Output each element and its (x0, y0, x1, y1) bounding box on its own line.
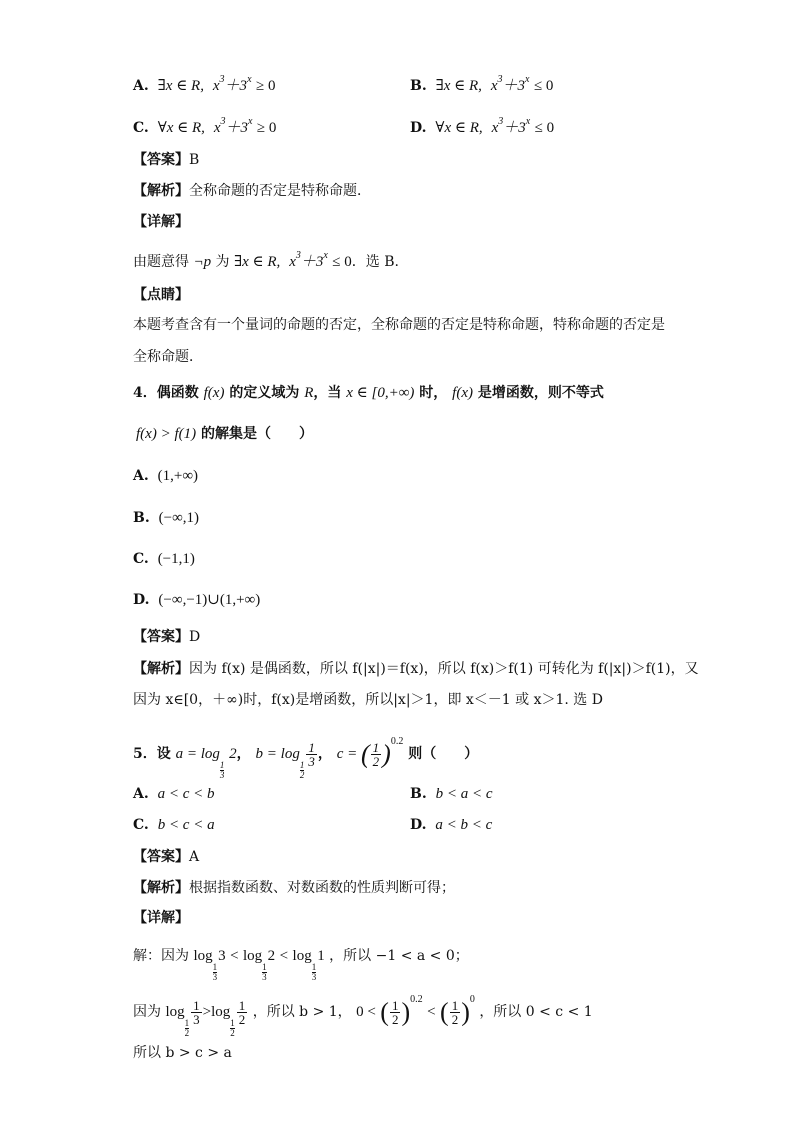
q5-d1-pre: 解：因为 (133, 948, 189, 964)
q5-option-b (410, 784, 493, 804)
q3-detail-expr: ∃x ∈ R, (233, 254, 281, 270)
q4-analysis-line1 (133, 659, 699, 679)
q5-d1-lt1: < (230, 948, 239, 964)
q3-option-d-quantifier: ∀x ∈ R, (435, 120, 483, 136)
q3-comment-line1: 本题考查含有一个量词的命题的否定，全称命题的否定是特称命题，特称命题的否定是 (133, 317, 665, 333)
q3-comment-line2: 全称命题． (133, 349, 203, 365)
q3-answer-value: B (189, 152, 200, 168)
q5-d2-lt: < (427, 1004, 436, 1020)
q5-d2-pre: 因为 (133, 1004, 161, 1020)
q5-d2-pow2: ( $\frac{1}{2}$ )$^0$ (440, 994, 475, 1028)
q5-d2-log1-arg (191, 999, 202, 1026)
q3-option-a-rel: ≥ 0 (255, 78, 276, 94)
q5-stem-pre: 5．设 (133, 746, 171, 762)
q3-detail-tag: 【详解】 (133, 214, 189, 230)
q3-analysis (133, 181, 371, 201)
q5-d2-log1-base-den: 2 (184, 1028, 190, 1038)
q5-c-exp: 0.2 (390, 736, 404, 747)
q5-option-b-value: b < a < c (435, 786, 493, 802)
q4-answer-value: D (189, 629, 201, 645)
q5-d2-log2-arg (237, 999, 248, 1026)
q4-analysis-tag: 【解析】 (133, 661, 189, 677)
q3-answer (133, 150, 199, 170)
q4-stem-2b: 的解集是（ ） (200, 426, 313, 442)
q5-c-def: c = ( $\frac{1}{2}$ )$^{0.2}$ (336, 736, 404, 770)
q5-d2-zero: 0 < (356, 1004, 376, 1020)
q5-analysis (133, 878, 455, 898)
q4-fx: f(x) (203, 385, 225, 401)
q4-option-d (133, 590, 260, 610)
q5-d2-pow1: ( $\frac{1}{2}$ )$^{0.2}$ (380, 994, 423, 1028)
q5-d1-log3 (292, 948, 325, 982)
q5-c-den: 2 (372, 754, 380, 770)
q3-detail (133, 248, 399, 272)
q5-d2-pow2-num: 1 (451, 998, 459, 1014)
q5-d2-log1-base-num: 1 (184, 1018, 190, 1028)
q3-option-b-rel: ≤ 0 (533, 78, 554, 94)
q3-option-c-quantifier: ∀x ∈ R, (157, 120, 205, 136)
q3-option-c-label: C. (133, 120, 149, 136)
q5-d2-log1-word: log (165, 1004, 185, 1020)
q5-d1-log2-word: log (243, 948, 263, 964)
q4-option-d-value: (−∞,−1)∪(1,+∞) (158, 592, 261, 608)
q5-b-arg (306, 741, 317, 768)
q3-option-d-rel: ≤ 0 (534, 120, 555, 136)
q5-option-d-value: a < b < c (435, 817, 493, 833)
q5-a-base-den: 3 (219, 770, 225, 780)
q5-d2-pow2-frac (450, 999, 461, 1026)
q3-option-d-expr: $x^3+3^x$ (491, 116, 531, 136)
q3-option-b-label: B. (410, 78, 427, 94)
q5-detail-line3: 所以 b > c > a (133, 1045, 232, 1061)
q4-stem-1d: 时， (419, 385, 448, 401)
q5-d1-log2 (243, 948, 276, 982)
q4-option-c (133, 549, 195, 569)
q5-b-arg-num: 1 (308, 740, 315, 756)
q3-option-c (133, 114, 276, 138)
q5-b-base-num: 1 (299, 760, 305, 770)
q5-d1-log3-base-num: 1 (311, 962, 317, 972)
q5-detail-line1 (133, 940, 469, 982)
q5-d1-log1-word: log (193, 948, 213, 964)
q5-b-eq: b = log (255, 746, 300, 762)
q4-inequality: f(x) > f(1) (136, 426, 197, 442)
q5-a-eq: a = log (175, 746, 220, 762)
q3-detail-post: ．选 B. (351, 254, 399, 270)
q3-analysis-text: 全称命题的否定是特称命题． (189, 183, 371, 199)
q5-d2-log2-base-den: 2 (230, 1028, 235, 1038)
q5-d2-pow2-den: 2 (451, 1012, 459, 1028)
q5-d2-log1-base (185, 1019, 190, 1038)
q5-d1-log2-base-den: 3 (262, 972, 267, 982)
q5-d1-log1-base-num: 1 (212, 962, 218, 972)
q5-d2-post: ，所以 0 < c < 1 (479, 1004, 593, 1020)
q5-d2-log1-arg-num: 1 (193, 998, 200, 1014)
q5-d2-pow1-den: 2 (391, 1012, 399, 1028)
q4-analysis-line2: 因为 x∈[0，＋∞)时，f(x)是增函数，所以|x|＞1，即 x＜－1 或 x＞1. 选 D (133, 692, 603, 708)
q5-d2-log2-arg-num: 1 (238, 998, 246, 1014)
q5-a-base-num: 1 (219, 760, 225, 770)
q5-d1-log2-arg: 2 (267, 948, 276, 964)
q3-option-a (133, 72, 275, 96)
q4-option-b-value: (−∞,1) (158, 510, 200, 526)
q3-option-c-expr: $x^3+3^x$ (213, 116, 253, 136)
q3-option-d (410, 114, 554, 138)
q4-stem-line1 (133, 383, 604, 403)
q4-option-b (133, 508, 199, 528)
q4-option-a-value: (1,+∞) (157, 468, 199, 484)
q4-option-c-label: C. (133, 551, 149, 567)
q5-a-def (175, 746, 237, 780)
q3-option-b-quantifier: ∃x ∈ R, (435, 78, 482, 94)
q5-option-a (133, 784, 215, 804)
q5-d2-mid: ，所以 b > 1， (252, 1004, 352, 1020)
q4-interval: x ∈ [0,+∞) (346, 385, 415, 401)
q5-a-arg: 2 (229, 746, 237, 762)
q5-b-base (300, 761, 305, 780)
q5-option-a-label: A. (133, 786, 149, 802)
q5-d1-log3-base (312, 963, 317, 982)
q3-answer-tag: 【答案】 (133, 152, 189, 168)
q5-b-def (255, 740, 318, 780)
q3-option-c-rel: ≥ 0 (256, 120, 277, 136)
q4-answer-tag: 【答案】 (133, 629, 189, 645)
q3-option-a-quantifier: ∃x ∈ R, (157, 78, 204, 94)
q5-d1-log2-base-num: 1 (262, 962, 267, 972)
q5-option-d (410, 815, 492, 835)
q3-detail-mid: 为 (215, 254, 230, 270)
q4-option-a (133, 466, 198, 486)
q3-detail-negp: ¬p (193, 254, 212, 270)
q5-d1-log1-base-den: 3 (212, 972, 218, 982)
q5-d2-log2-arg-den: 2 (238, 1012, 246, 1028)
q5-d1-log3-arg: 1 (317, 948, 325, 964)
q5-option-d-label: D. (410, 817, 427, 833)
q5-d2-log1-arg-den: 3 (193, 1012, 200, 1028)
q5-a-base (220, 761, 225, 780)
q5-d1-log3-base-den: 3 (311, 972, 317, 982)
q5-d1-log2-base (262, 963, 267, 982)
q4-stem-1a: 4．偶函数 (133, 385, 199, 401)
q4-analysis-text1: 因为 f(x) 是偶函数，所以 f(|x|)＝f(x)，所以 f(x)＞f(1) 可转化为 f(|x|)＞f(1)，又 (189, 661, 699, 677)
q3-detail-pre: 由题意得 (133, 254, 189, 270)
q3-option-b (410, 72, 553, 96)
q5-stem-post: 则（ ） (408, 746, 479, 762)
q5-analysis-text: 根据指数函数、对数函数的性质判断可得； (189, 880, 455, 896)
q3-option-a-expr: $x^3+3^x$ (212, 74, 252, 94)
q5-stem: 5．设 a = log $\frac{1}{3}$ 2， b = log $\frac{1}{2}$ $\frac{1}{3}$ ， c = ( $\frac{1}{2}$ )$^{0.2}$ 则（ ） (133, 736, 479, 780)
q5-d1-post: ，所以 −1 < a < 0； (329, 948, 469, 964)
q5-d2-log2-base (230, 1019, 235, 1038)
q4-stem-1e: 是增函数，则不等式 (477, 385, 604, 401)
q3-option-b-expr: $x^3+3^x$ (490, 74, 530, 94)
q5-d1-log1-base (213, 963, 218, 982)
q4-stem-1b: 的定义域为 (229, 385, 300, 401)
q5-d2-pow2-exp: 0 (469, 994, 475, 1005)
q5-d2-pow1-exp: 0.2 (410, 994, 423, 1005)
q5-c-eq: c = (336, 746, 358, 762)
q5-option-b-label: B. (410, 786, 427, 802)
q4-domain: R (304, 385, 314, 401)
q5-d1-log1 (193, 948, 226, 982)
q5-d2-log2 (211, 998, 248, 1038)
q5-detail-tag: 【详解】 (133, 910, 189, 926)
q5-c-frac (371, 741, 382, 768)
q3-option-d-label: D. (410, 120, 427, 136)
q3-detail-rel: ≤ 0 (332, 254, 352, 270)
q4-fx-2: f(x) (452, 385, 473, 401)
q4-stem-1c: ，当 (313, 385, 342, 401)
q5-d2-pow1-frac (390, 999, 401, 1026)
q4-stem-line2 (136, 424, 313, 444)
q5-option-c-value: b < c < a (157, 817, 215, 833)
q4-option-b-label: B. (133, 510, 150, 526)
q5-answer-tag: 【答案】 (133, 849, 189, 865)
q4-option-d-label: D. (133, 592, 150, 608)
q5-option-c (133, 815, 215, 835)
q5-d2-gt: > (202, 1004, 212, 1020)
q3-comment-tag: 【点睛】 (133, 287, 189, 303)
q5-answer-value: A (189, 849, 200, 865)
q5-b-base-den: 2 (299, 770, 305, 780)
q5-answer (133, 847, 199, 867)
q5-c-num: 1 (372, 740, 380, 756)
q5-option-a-value: a < c < b (157, 786, 215, 802)
q5-b-arg-den: 3 (308, 754, 315, 770)
q3-option-a-label: A. (133, 78, 149, 94)
q4-answer (133, 627, 200, 647)
q5-d2-log2-base-num: 1 (230, 1018, 235, 1028)
q5-d2-log1 (165, 998, 202, 1038)
q4-option-a-label: A. (133, 468, 149, 484)
q5-d1-lt2: < (279, 948, 289, 964)
q3-analysis-tag: 【解析】 (133, 183, 189, 199)
q5-d2-log2-word: log (211, 1004, 231, 1020)
q4-option-c-value: (−1,1) (157, 551, 195, 567)
q3-detail-formula: $x^3+3^x$ (289, 250, 328, 270)
q5-d1-log3-word: log (292, 948, 312, 964)
q5-d1-log1-arg: 3 (218, 948, 226, 964)
q5-d2-pow1-num: 1 (391, 998, 399, 1014)
q5-analysis-tag: 【解析】 (133, 880, 189, 896)
q5-option-c-label: C. (133, 817, 149, 833)
q5-detail-line2 (133, 990, 593, 1038)
